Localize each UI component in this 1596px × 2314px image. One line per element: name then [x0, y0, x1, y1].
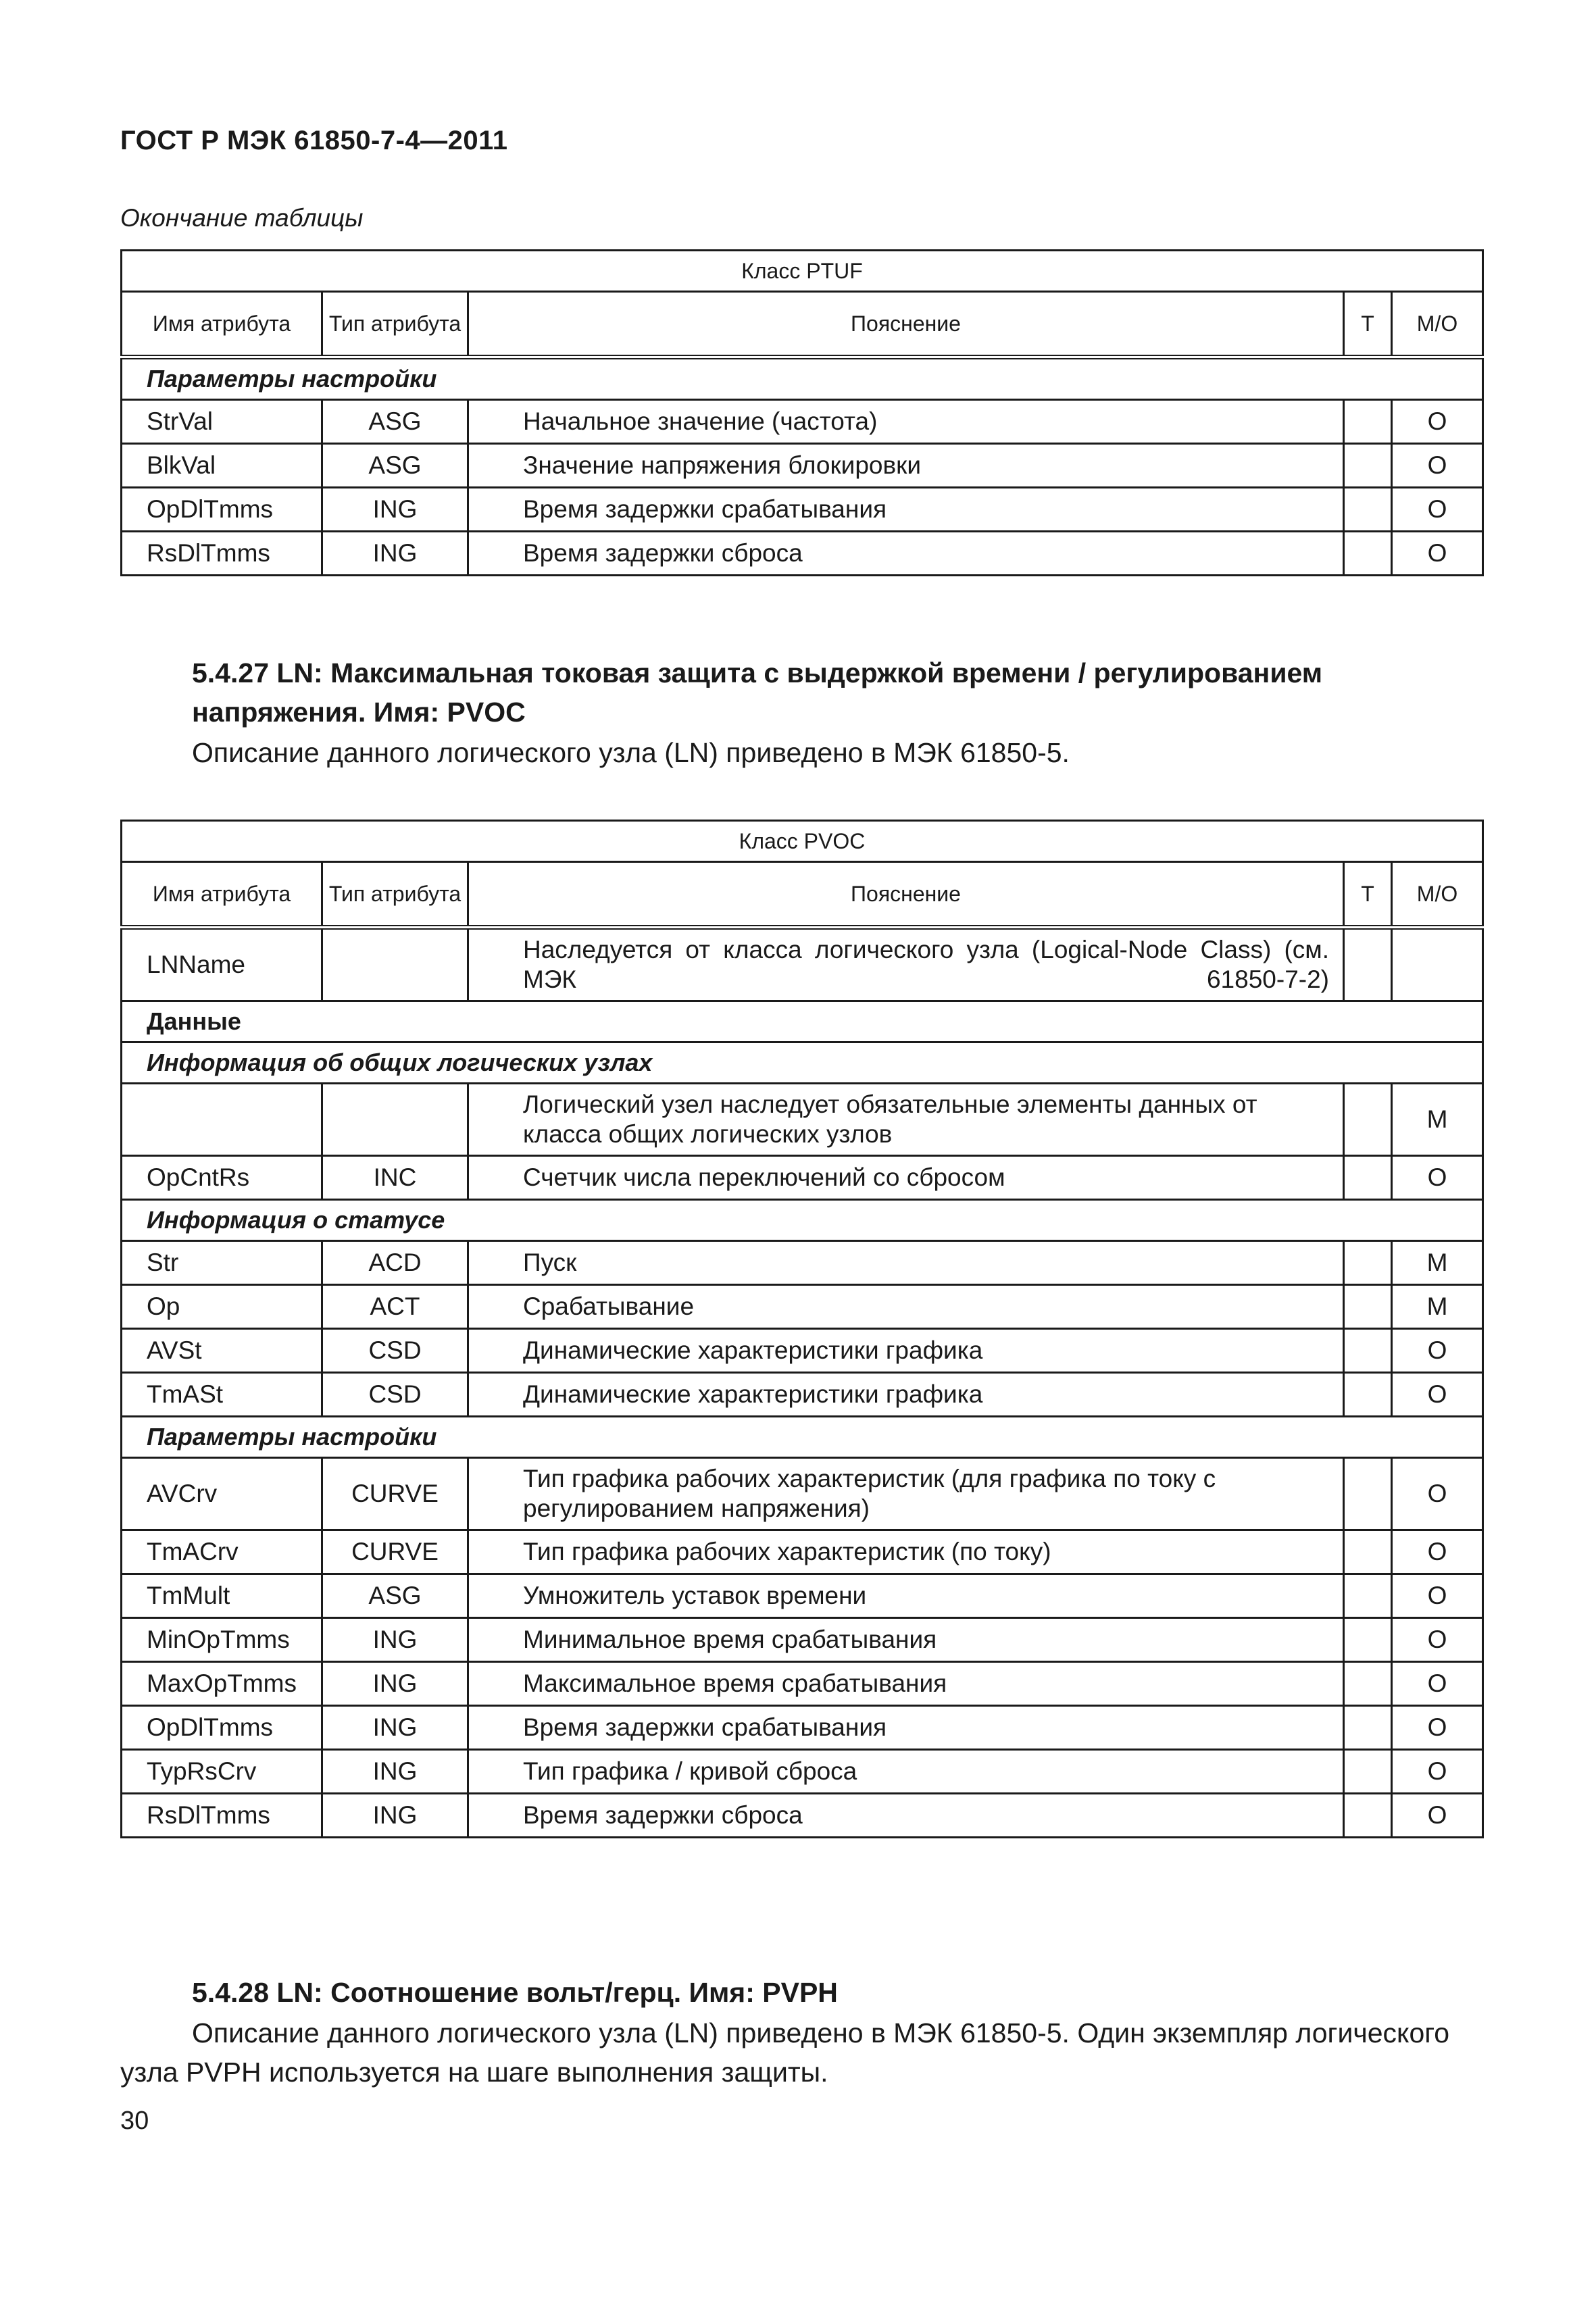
attr-mo: O: [1392, 400, 1483, 444]
table-continuation-caption: Окончание таблицы: [120, 204, 364, 232]
table-row: [122, 1618, 1483, 1662]
col-header-desc: Пояснение: [468, 292, 1344, 357]
attr-mo: O: [1392, 1458, 1483, 1530]
attr-name: TypRsCrv: [122, 1750, 322, 1794]
attr-t: [1344, 1794, 1392, 1838]
table-row: [122, 1329, 1483, 1373]
col-header-desc: Пояснение: [468, 862, 1344, 928]
attr-desc: Тип графика / кривой сброса: [468, 1750, 1344, 1794]
attr-t: [1344, 928, 1392, 1001]
attr-name: MaxOpTmms: [122, 1662, 322, 1706]
attr-type: CSD: [322, 1373, 468, 1417]
attr-type: ING: [322, 1706, 468, 1750]
attr-t: [1344, 1285, 1392, 1329]
attr-type: ING: [322, 1750, 468, 1794]
document-header: ГОСТ Р МЭК 61850-7-4—2011: [120, 126, 508, 155]
table-row: [122, 532, 1483, 576]
attr-type: ING: [322, 1662, 468, 1706]
attr-type: ACT: [322, 1285, 468, 1329]
attr-mo: M: [1392, 1241, 1483, 1285]
attr-name: TmMult: [122, 1574, 322, 1618]
attr-type: ACD: [322, 1241, 468, 1285]
attr-t: [1344, 1706, 1392, 1750]
attr-mo: O: [1392, 532, 1483, 576]
table-row: [122, 1662, 1483, 1706]
attr-desc: Тип графика рабочих характеристик (для графика по току с регулированием напряжения): [468, 1458, 1344, 1530]
table-row: [122, 1285, 1483, 1329]
table-row: [122, 1574, 1483, 1618]
table-row: [122, 1706, 1483, 1750]
attr-name: AVCrv: [122, 1458, 322, 1530]
attr-desc: Время задержки сброса: [468, 1794, 1344, 1838]
attr-mo: O: [1392, 1750, 1483, 1794]
attr-name: Str: [122, 1241, 322, 1285]
col-header-type: Тип атрибута: [322, 862, 468, 928]
pvoc-table-title: Класс PVOC: [122, 821, 1483, 862]
attr-mo: O: [1392, 1706, 1483, 1750]
attr-mo: O: [1392, 1329, 1483, 1373]
attr-desc: Счетчик числа переключений со сбросом: [468, 1156, 1344, 1200]
attr-t: [1344, 1530, 1392, 1574]
attr-type: ING: [322, 532, 468, 576]
attr-name: Op: [122, 1285, 322, 1329]
attr-t: [1344, 1618, 1392, 1662]
section-heading-5427: [120, 653, 1482, 732]
attr-mo: O: [1392, 1156, 1483, 1200]
attr-type: ASG: [322, 444, 468, 488]
attr-mo: O: [1392, 488, 1483, 532]
attr-type: INC: [322, 1156, 468, 1200]
attr-t: [1344, 1329, 1392, 1373]
col-header-name: Имя атрибута: [122, 292, 322, 357]
col-header-mo: М/О: [1392, 862, 1483, 928]
attr-desc: Динамические характеристики графика: [468, 1329, 1344, 1373]
attr-type: [322, 928, 468, 1001]
attr-t: [1344, 1574, 1392, 1618]
attr-desc: Логический узел наследует обязательные элементы данных от класса общих логических узлов: [468, 1084, 1344, 1156]
section-heading-text: 5.4.28 LN: Соотношение вольт/герц. Имя: PVPH: [192, 1977, 838, 2008]
section-settings: Параметры настройки: [122, 1417, 1483, 1458]
attr-name: RsDlTmms: [122, 532, 322, 576]
attr-t: [1344, 1458, 1392, 1530]
table-row: [122, 444, 1483, 488]
attr-type: CSD: [322, 1329, 468, 1373]
ptuf-table-title: Класс PTUF: [122, 251, 1483, 292]
attr-desc: Динамические характеристики графика: [468, 1373, 1344, 1417]
table-row: [122, 1084, 1483, 1156]
table-row: [122, 1241, 1483, 1285]
table-row: [122, 488, 1483, 532]
attr-desc: Максимальное время срабатывания: [468, 1662, 1344, 1706]
attr-desc: Умножитель уставок времени: [468, 1574, 1344, 1618]
attr-desc: Время задержки срабатывания: [468, 488, 1344, 532]
attr-desc: Минимальное время срабатывания: [468, 1618, 1344, 1662]
attr-mo: O: [1392, 1574, 1483, 1618]
attr-desc: Пуск: [468, 1241, 1344, 1285]
attr-mo: O: [1392, 444, 1483, 488]
attr-type: ING: [322, 488, 468, 532]
attr-mo: O: [1392, 1794, 1483, 1838]
attr-desc: Начальное значение (частота): [468, 400, 1344, 444]
attr-name: BlkVal: [122, 444, 322, 488]
pvoc-table: [120, 820, 1484, 1838]
attr-mo: O: [1392, 1530, 1483, 1574]
attr-name: OpCntRs: [122, 1156, 322, 1200]
section-status: Информация о статусе: [122, 1200, 1483, 1241]
attr-type: ASG: [322, 1574, 468, 1618]
attr-name: TmASt: [122, 1373, 322, 1417]
section-heading-5428: [120, 1973, 1482, 2012]
attr-t: [1344, 1241, 1392, 1285]
attr-name: StrVal: [122, 400, 322, 444]
page-number: 30: [120, 2107, 149, 2135]
attr-t: [1344, 1084, 1392, 1156]
attr-type: CURVE: [322, 1458, 468, 1530]
attr-t: [1344, 1750, 1392, 1794]
col-header-name: Имя атрибута: [122, 862, 322, 928]
attr-desc: Срабатывание: [468, 1285, 1344, 1329]
paragraph-text: Описание данного логического узла (LN) приведено в МЭК 61850-5. Один экземпляр логического узла PVPH используется на шаге выполнения защиты.: [120, 2017, 1450, 2088]
table-row: [122, 1156, 1483, 1200]
table-row: [122, 1794, 1483, 1838]
table-row: [122, 1750, 1483, 1794]
attr-name: LNName: [122, 928, 322, 1001]
attr-t: [1344, 532, 1392, 576]
attr-name: [122, 1084, 322, 1156]
attr-mo: [1392, 928, 1483, 1001]
attr-name: AVSt: [122, 1329, 322, 1373]
attr-t: [1344, 400, 1392, 444]
attr-type: ING: [322, 1618, 468, 1662]
attr-type: ING: [322, 1794, 468, 1838]
attr-mo: O: [1392, 1662, 1483, 1706]
attr-type: [322, 1084, 468, 1156]
section-text-5427: [120, 733, 1482, 772]
section-heading-text: 5.4.27 LN: Максимальная токовая защита с выдержкой времени / регулированием напряжения. Имя: PVOC: [192, 657, 1323, 728]
attr-desc: Значение напряжения блокировки: [468, 444, 1344, 488]
col-header-t: T: [1344, 862, 1392, 928]
attr-type: CURVE: [322, 1530, 468, 1574]
attr-type: ASG: [322, 400, 468, 444]
table-row: [122, 1458, 1483, 1530]
attr-t: [1344, 1373, 1392, 1417]
section-common-ln: Информация об общих логических узлах: [122, 1042, 1483, 1084]
attr-t: [1344, 1156, 1392, 1200]
attr-name: RsDlTmms: [122, 1794, 322, 1838]
attr-desc: Наследуется от класса логического узла (Logical-Node Class) (см. МЭК 61850-7-2): [468, 928, 1344, 1001]
ptuf-table: [120, 249, 1484, 576]
table-row: [122, 400, 1483, 444]
attr-name: OpDlTmms: [122, 1706, 322, 1750]
table-row: [122, 928, 1483, 1001]
section-data: Данные: [122, 1001, 1483, 1042]
col-header-t: T: [1344, 292, 1392, 357]
attr-desc: Тип графика рабочих характеристик (по току): [468, 1530, 1344, 1574]
attr-t: [1344, 488, 1392, 532]
attr-mo: M: [1392, 1084, 1483, 1156]
table-row: [122, 1373, 1483, 1417]
attr-mo: O: [1392, 1618, 1483, 1662]
attr-name: MinOpTmms: [122, 1618, 322, 1662]
attr-desc: Время задержки сброса: [468, 532, 1344, 576]
attr-mo: M: [1392, 1285, 1483, 1329]
attr-name: OpDlTmms: [122, 488, 322, 532]
attr-t: [1344, 444, 1392, 488]
attr-name: TmACrv: [122, 1530, 322, 1574]
paragraph-text: Описание данного логического узла (LN) приведено в МЭК 61850-5.: [192, 737, 1070, 768]
attr-mo: O: [1392, 1373, 1483, 1417]
section-settings: Параметры настройки: [122, 357, 1483, 400]
attr-desc: Время задержки срабатывания: [468, 1706, 1344, 1750]
col-header-type: Тип атрибута: [322, 292, 468, 357]
table-row: [122, 1530, 1483, 1574]
attr-t: [1344, 1662, 1392, 1706]
section-text-5428: [120, 2013, 1482, 2092]
col-header-mo: М/О: [1392, 292, 1483, 357]
